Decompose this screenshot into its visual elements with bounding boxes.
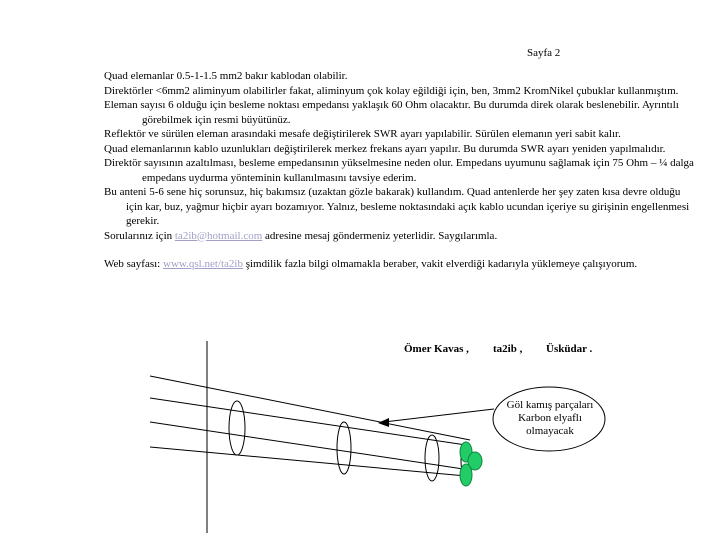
callout-text	[494, 399, 606, 438]
paragraph-reflector: Reflektör ve sürülen eleman arasındaki mesafe değiştirilerek SWR ayarı yapılabilir. Sürülen elemanın yeri sabit kalır.	[104, 128, 621, 140]
web-link[interactable]: www.qsl.net/ta2ib	[163, 258, 243, 270]
boom-wire-1	[150, 376, 470, 440]
callout-line-2: Karbon elyaflı	[518, 412, 582, 424]
page-number: Sayfa 2	[527, 47, 561, 59]
contact-prefix: Sorularınız için	[104, 229, 175, 242]
boom-wire-4	[150, 447, 466, 476]
signature-city: Üsküdar .	[546, 343, 593, 355]
paragraph-director-count: Direktör sayısının azaltılması, besleme empedansının yükselmesine neden olur. Empedans uyumunu sağlamak için 75 Ohm – ¼ dalga empedans uydurma yönteminin kullanılmasını tavsiye ederim.	[104, 157, 694, 184]
boom-wire-3	[150, 422, 470, 470]
signature-callsign: ta2ib ,	[493, 343, 523, 355]
paragraph-frequency: Quad elemanlarının kablo uzunlukları değiştirilerek merkez frekans ayarı yapılır. Bu durumda SWR ayarı yeniden yapılmalıdır.	[104, 142, 666, 155]
callout-line-1: Göl kamış parçaları	[506, 399, 594, 411]
contact-suffix: adresine mesaj göndermeniz yeterlidir. Saygılarımla.	[262, 229, 498, 242]
paragraph-directors: Direktörler <6mm2 aliminyum olabilirler fakat, aliminyum çok kolay eğildiği için, ben, 3mm2 KromNikel çubuklar kullanmıştım.	[104, 84, 679, 97]
paragraph-experience: Bu anteni 5-6 sene hiç sorunsuz, hiç bakımsız (uzaktan gözle bakarak) kullandım. Quad antenlerde her şey zaten kısa devre olduğu için kar, buz, yağmur hiçbir ayarı bozamıyor. Yalnız, besleme noktasındaki açık kablo ucundan içeriye su girişinin engellenmesi gerekir.	[104, 186, 690, 227]
web-prefix: Web sayfası:	[104, 258, 163, 270]
callout-arrow-head	[378, 418, 389, 427]
spacer-ring-1	[229, 401, 245, 455]
callout-arrow-line	[384, 409, 494, 422]
signature-name: Ömer Kavas ,	[404, 343, 469, 355]
email-link[interactable]: ta2ib@hotmail.com	[174, 229, 263, 242]
boom-wire-2	[150, 398, 466, 445]
callout-line-3: olmayacak	[526, 425, 574, 437]
paragraph-impedance: Eleman sayısı 6 olduğu için besleme noktası empedansı yaklaşık 60 Ohm olacaktır. Bu durumda direk olarak beslenebilir. Ayrıntılı görebilmek için resmi büyütünüz.	[104, 99, 679, 126]
green-leaf-shape-3	[460, 464, 472, 486]
spacer-ring-3	[425, 435, 439, 481]
paragraph-wire: Quad elemanlar 0.5-1-1.5 mm2 bakır kablodan olabilir.	[104, 70, 348, 82]
web-suffix: şimdilik fazla bilgi olmamakla beraber, vakit elverdiği kadarıyla yüklemeye çalışıyorum.	[242, 258, 638, 270]
spacer-ring-2	[337, 422, 351, 474]
